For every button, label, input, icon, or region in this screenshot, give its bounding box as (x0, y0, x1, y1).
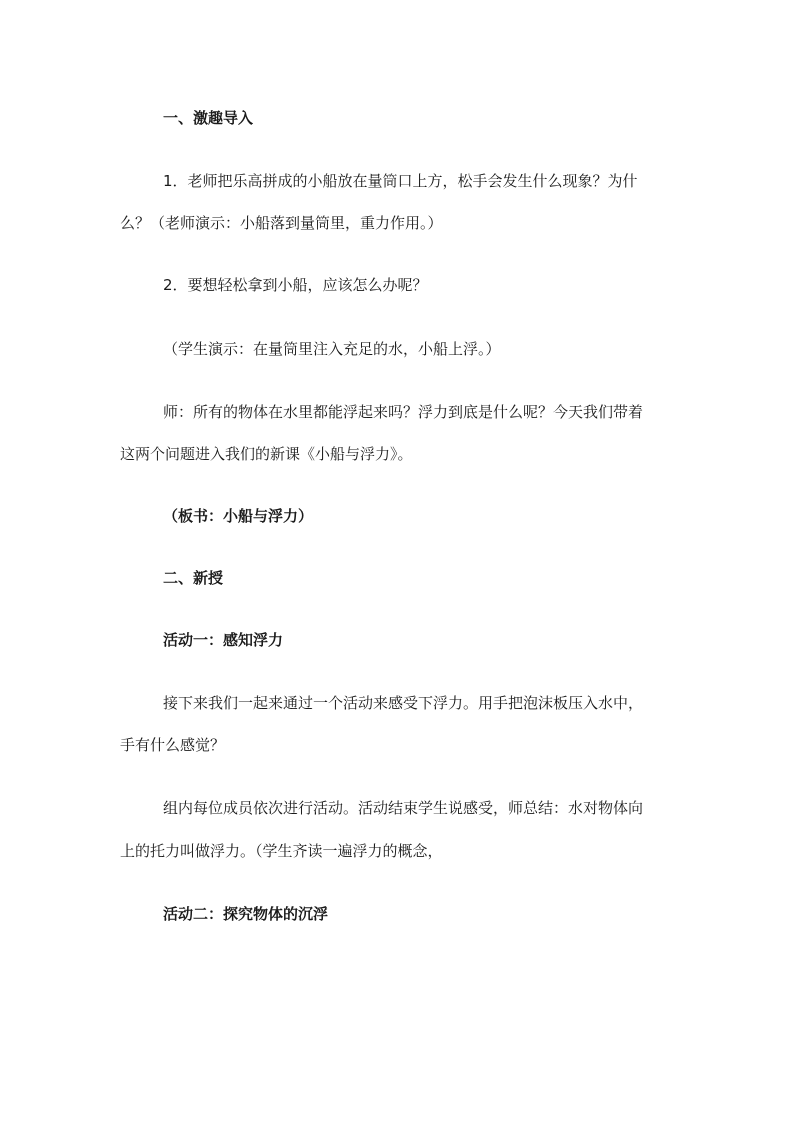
paragraph-activity-1-summary-line-1: 组内每位成员依次进行活动。活动结束学生说感受，师总结：水对物体向 (163, 799, 644, 817)
paragraph-teacher-line-1: 师：所有的物体在水里都能浮起来吗？浮力到底是什么呢？今天我们带着 (163, 403, 644, 421)
paragraph-activity-1-line-1: 接下来我们一起来通过一个活动来感受下浮力。用手把泡沫板压入水中， (163, 694, 644, 712)
activity-2-title: 活动二：探究物体的沉浮 (163, 905, 329, 923)
section-heading-new-lesson: 二、新授 (163, 569, 224, 587)
paragraph-item-1-line-2: 么？（老师演示：小船落到量筒里，重力作用。） (120, 214, 443, 232)
paragraph-activity-1-summary-line-2: 上的托力叫做浮力。（学生齐读一遍浮力的概念， (120, 842, 443, 860)
paragraph-item-1-line-1: 1．老师把乐高拼成的小船放在量筒口上方，松手会发生什么现象？为什 (163, 172, 638, 190)
paragraph-activity-1-line-2: 手有什么感觉？ (120, 736, 226, 754)
section-heading-intro: 一、激趣导入 (163, 109, 254, 127)
board-note: （板书：小船与浮力） (163, 507, 314, 525)
paragraph-student-demo: （学生演示：在量筒里注入充足的水，小船上浮。） (163, 340, 501, 358)
activity-1-title: 活动一：感知浮力 (163, 631, 284, 649)
paragraph-teacher-line-2: 这两个问题进入我们的新课《小船与浮力》。 (120, 445, 413, 463)
paragraph-item-2: 2．要想轻松拿到小船，应该怎么办呢？ (163, 276, 428, 294)
